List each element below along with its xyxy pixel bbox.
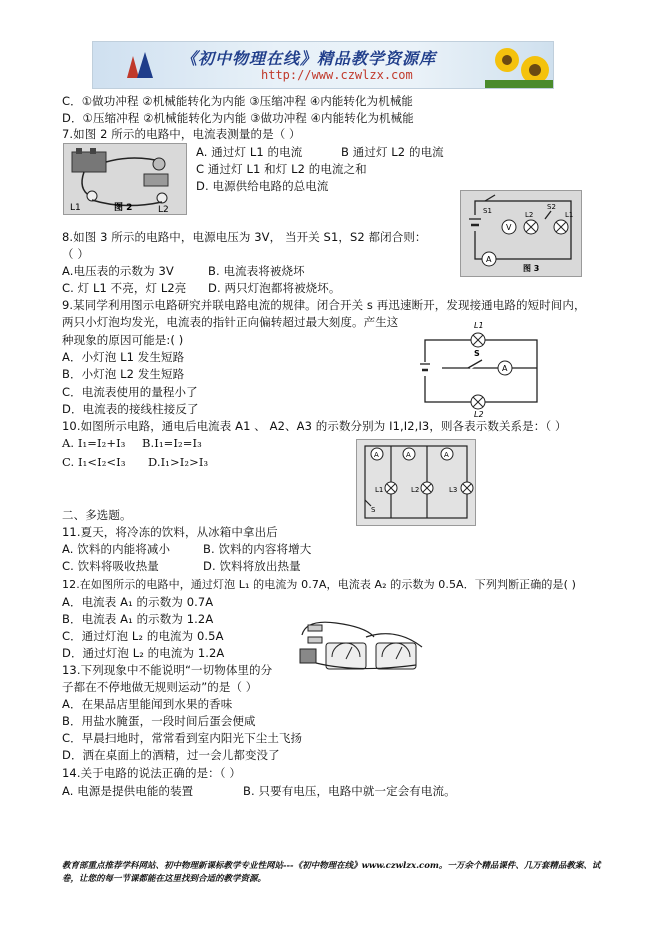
fig3-caption: 图 3: [523, 264, 540, 273]
q12-option-c: C．通过灯泡 L₂ 的电流为 0.5A: [62, 629, 224, 643]
page-footer: 教育部重点推荐学科网站、初中物理新课标教学专业性网站---《初中物理在线》www.czwlzx.com。一万余个精品课件、几万套精品教案、试卷，让您的每一节课都能在这里找到合适的教学资源。: [62, 861, 601, 884]
q9-option-d: D．电流表的接线柱接反了: [62, 402, 199, 416]
fig3-a: A: [486, 255, 492, 264]
figure-3: [460, 190, 582, 277]
q8-option-a: A.电压表的示数为 3V: [62, 264, 174, 278]
figure-q9-circuit: [420, 318, 555, 418]
q9-option-a: A．小灯泡 L1 发生短路: [62, 350, 185, 364]
fig3-l1: L1: [565, 211, 574, 219]
q12-option-a: A．电流表 A₁ 的示数为 0.7A: [62, 595, 214, 609]
fig10-a2: A: [406, 451, 411, 459]
q13-option-c: C．早晨扫地时，常常看到室内阳光下尘土飞扬: [62, 731, 303, 745]
q7-option-b: B 通过灯 L2 的电流: [341, 145, 444, 159]
q13-option-d: D．洒在桌面上的酒精，过一会儿都变没了: [62, 748, 280, 762]
q11-option-c: C. 饮料将吸收热量: [62, 559, 159, 573]
q7-option-a: A. 通过灯 L1 的电流: [196, 145, 303, 159]
q7-stem: 7.如图 2 所示的电路中，电流表测量的是（ ）: [62, 127, 301, 141]
fig9-s: S: [474, 349, 480, 358]
q12-option-d: D．通过灯泡 L₂ 的电流为 1.2A: [62, 646, 225, 660]
fig9-l2: L2: [474, 410, 484, 418]
q9-stem-2: 两只小灯泡均发光，电流表的指针正向偏转超过最大刻度。产生这: [62, 315, 399, 329]
q8-option-c: C. 灯 L1 不亮，灯 L2亮: [62, 281, 187, 295]
sunflower-icon: [485, 42, 553, 88]
q11-option-b: B. 饮料的内容将增大: [203, 542, 312, 556]
banner-url[interactable]: http://www.czwlzx.com: [261, 68, 413, 82]
q14-option-a: A. 电源是提供电能的装置: [62, 784, 194, 798]
fig2-l2: L2: [158, 205, 169, 214]
fig10-a3: A: [444, 451, 449, 459]
fig10-l1: L1: [375, 486, 384, 494]
q14-stem: 14.关于电路的说法正确的是：（ ）: [62, 766, 241, 780]
fig9-a: A: [502, 364, 508, 373]
q10-option-a: A. I₁=I₂+I₃: [62, 436, 126, 450]
fig3-l2: L2: [525, 211, 534, 219]
q12-option-b: B．电流表 A₁ 的示数为 1.2A: [62, 612, 214, 626]
q12-stem: 12.在如图所示的电路中，通过灯泡 L₁ 的电流为 0.7A，电流表 A₂ 的示数为 0.5A．下列判断正确的是( ): [62, 578, 576, 591]
q9-stem: 9.某同学利用图示电路研究并联电路电流的规律。闭合开关 s 再迅速断开，发现接通电路的短时间内，: [62, 298, 586, 312]
q11-stem: 11.夏天，将冷冻的饮料，从冰箱中拿出后: [62, 525, 278, 539]
q8-option-d: D. 两只灯泡都将被烧坏。: [208, 281, 341, 295]
q11-option-d: D. 饮料将放出热量: [203, 559, 301, 573]
fig3-v: V: [506, 223, 512, 232]
q11-option-a: A. 饮料的内能将减小: [62, 542, 171, 556]
q13-option-a: A．在果品店里能闻到水果的香味: [62, 697, 233, 711]
q9-option-b: B．小灯泡 L2 发生短路: [62, 367, 185, 381]
q7-option-c: C 通过灯 L1 和灯 L2 的电流之和: [196, 162, 367, 176]
q10-option-d: D.I₁>I₂>I₃: [148, 455, 209, 469]
fig10-l2: L2: [411, 486, 420, 494]
q13-stem-2: 子都在不停地做无规则运动”的是（ ）: [62, 680, 258, 694]
fig9-l1: L1: [474, 321, 484, 330]
header-banner: [92, 41, 554, 89]
q10-option-c: C. I₁<I₂<I₃: [62, 455, 126, 469]
logo-icon: [123, 48, 157, 84]
q9-option-c: C．电流表使用的量程小了: [62, 385, 198, 399]
fig2-caption: 图 2: [114, 203, 133, 213]
q7-option-d: D. 电源供给电路的总电流: [196, 179, 329, 193]
q10-option-b: B.I₁=I₂=I₃: [142, 436, 202, 450]
figure-q12-ammeters: [296, 617, 428, 673]
q10-stem: 10.如图所示电路，通电后电流表 A1 、 A2、A3 的示数分别为 I1,I2,I3，则各表示数关系是：（ ）: [62, 419, 567, 433]
q13-option-b: B．用盐水腌蛋，一段时间后蛋会便咸: [62, 714, 256, 728]
q13-stem: 13.下列现象中不能说明“一切物体里的分: [62, 663, 273, 677]
banner-title: 《初中物理在线》精品教学资源库: [181, 49, 437, 68]
q8-option-b: B. 电流表将被烧坏: [208, 264, 305, 278]
q6-option-c: C．①做功冲程 ②机械能转化为内能 ③压缩冲程 ④内能转化为机械能: [62, 94, 414, 108]
q6-option-d: D．①压缩冲程 ②机械能转化为内能 ③做功冲程 ④内能转化为机械能: [62, 111, 414, 125]
fig3-s1: S1: [483, 207, 492, 215]
section-2-title: 二、多选题。: [62, 508, 132, 522]
fig2-l1: L1: [70, 203, 81, 213]
fig10-a1: A: [374, 451, 379, 459]
figure-2: [63, 143, 187, 215]
fig10-s: S: [371, 506, 376, 514]
q9-stem-3: 种现象的原因可能是:( ): [62, 333, 184, 347]
q8-stem: 8.如图 3 所示的电路中，电源电压为 3V， 当开关 S1，S2 都闭合则：: [62, 230, 427, 244]
fig10-l3: L3: [449, 486, 458, 494]
q8-paren: （ ）: [62, 247, 89, 261]
q14-option-b: B. 只要有电压，电路中就一定会有电流。: [243, 784, 456, 798]
fig3-s2: S2: [547, 203, 556, 211]
figure-q10-circuit: [356, 439, 476, 526]
